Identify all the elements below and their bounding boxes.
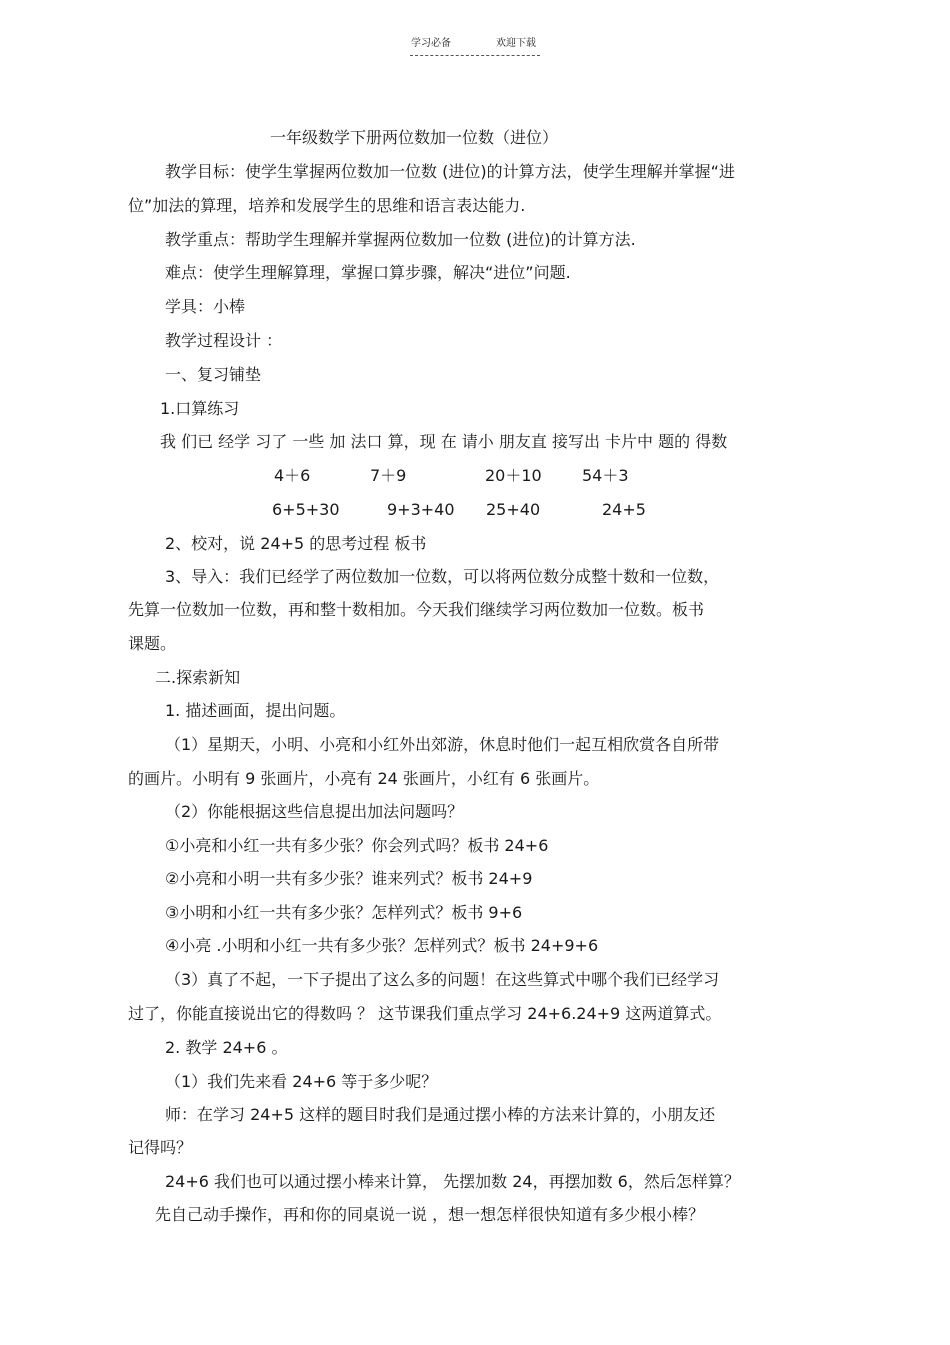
text-line: ①小亮和小红一共有多少张？你会列式吗？板书 24+6 <box>165 836 549 855</box>
formula: 7＋9 <box>370 466 407 485</box>
text-line: （2）你能根据这些信息提出加法问题吗？ <box>165 802 464 821</box>
text-line: 难点：使学生理解算理，掌握口算步骤，解决“进位”问题. <box>165 263 571 282</box>
text-line: 的画片。小明有 9 张画片，小亮有 24 张画片，小红有 6 张画片。 <box>128 769 600 788</box>
text-line: 3、导入：我们已经学了两位数加一位数，可以将两位数分成整十数和一位数， <box>165 567 720 586</box>
text-line: 我 们已 经学 习了 一些 加 法口 算，现 在 请小 朋友直 接写出 卡片中 题的 得数 <box>160 432 728 451</box>
text-line: 先自己动手操作，再和你的同桌说一说 ，想一想怎样很快知道有多少根小棒？ <box>155 1205 705 1224</box>
text-line: （1）我们先来看 24+6 等于多少呢？ <box>165 1072 438 1091</box>
formula: 6+5+30 <box>272 500 340 519</box>
formula: 24+5 <box>602 500 646 519</box>
text-line: 24+6 我们也可以通过摆小棒来计算， 先摆加数 24，再摆加数 6，然后怎样算？ <box>165 1172 740 1191</box>
page-title: 一年级数学下册两位数加一位数（进位） <box>270 128 559 147</box>
text-line: 先算一位数加一位数，再和整十数相加。今天我们继续学习两位数加一位数。板书 <box>128 600 705 619</box>
header-right-text: 欢迎下载 <box>496 38 536 49</box>
formula: 54＋3 <box>582 466 629 485</box>
text-line: 2、校对，说 24+5 的思考过程 板书 <box>165 534 427 553</box>
section-heading: 一、复习铺垫 <box>165 365 262 384</box>
text-line: 学具：小棒 <box>165 297 246 316</box>
text-line: 记得吗？ <box>128 1138 193 1157</box>
section-heading: 二.探索新知 <box>155 668 241 687</box>
text-line: （3）真了不起，一下子提出了这么多的问题！在这些算式中哪个我们已经学习 <box>165 970 720 989</box>
text-line: ③小明和小红一共有多少张？怎样列式？板书 9+6 <box>165 903 523 922</box>
page-header <box>0 38 950 58</box>
text-line: 师：在学习 24+5 这样的题目时我们是通过摆小棒的方法来计算的，小朋友还 <box>165 1105 716 1124</box>
formula: 9+3+40 <box>387 500 455 519</box>
subsection-heading: 2. 教学 24+6 。 <box>165 1038 288 1057</box>
text-line: 1. 描述画面，提出问题。 <box>165 701 346 720</box>
subsection-heading: 1.口算练习 <box>160 399 240 418</box>
text-line: 过了，你能直接说出它的得数吗 ？ 这节课我们重点学习 24+6.24+9 这两道算式。 <box>128 1004 722 1023</box>
formula: 20＋10 <box>485 466 542 485</box>
text-line: ④小亮 .小明和小红一共有多少张？怎样列式？板书 24+9+6 <box>165 936 599 955</box>
formula: 25+40 <box>486 500 541 519</box>
text-line: 位”加法的算理，培养和发展学生的思维和语言表达能力. <box>128 196 526 215</box>
text-line: 教学重点：帮助学生理解并掌握两位数加一位数 (进位)的计算方法. <box>165 230 636 249</box>
text-line: 课题。 <box>128 634 177 653</box>
text-line: 教学过程设计 ： <box>165 331 283 350</box>
header-left-text: 学习必备 <box>411 38 451 49</box>
formula: 4＋6 <box>274 466 311 485</box>
header-divider <box>410 55 540 56</box>
text-line: ②小亮和小明一共有多少张？谁来列式？板书 24+9 <box>165 869 533 888</box>
text-line: 教学目标：使学生掌握两位数加一位数 (进位)的计算方法，使学生理解并掌握“进 <box>165 162 735 181</box>
text-line: （1）星期天，小明、小亮和小红外出郊游，休息时他们一起互相欣赏各自所带 <box>165 735 720 754</box>
